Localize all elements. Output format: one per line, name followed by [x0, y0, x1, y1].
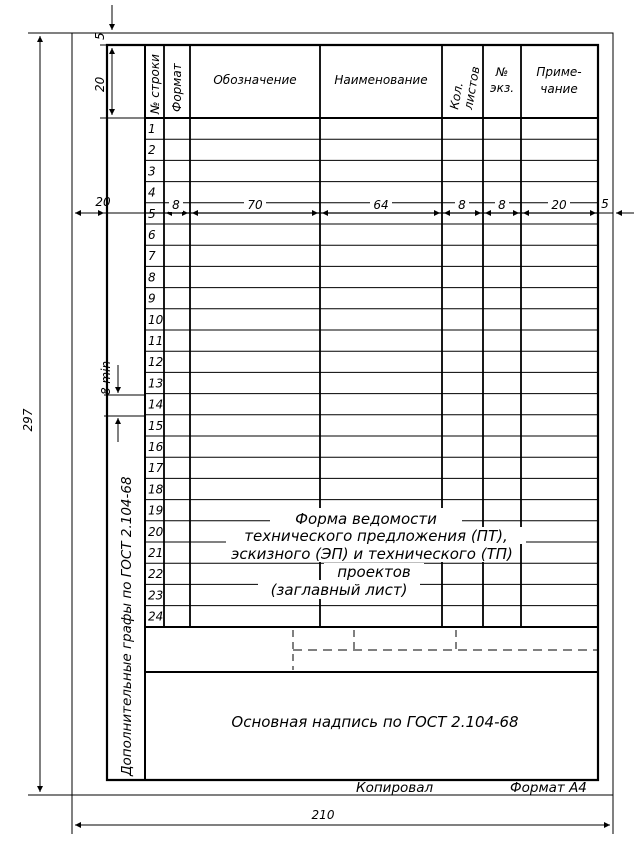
column-dim-label: 70: [247, 198, 263, 212]
row-number: 1: [148, 122, 156, 136]
extra-zone: [145, 630, 598, 672]
row-number: 14: [148, 397, 164, 412]
row-number: 22: [148, 567, 164, 582]
row-number: 16: [148, 440, 164, 454]
header-format: Формат: [170, 63, 184, 112]
row-number: 7: [148, 249, 156, 264]
drawing-frame: [107, 45, 598, 780]
header-note-1: Приме-: [536, 65, 582, 79]
form-title-line-2: технического предложения (ПТ),: [244, 527, 508, 545]
header-sheets-1: Кол.: [447, 81, 466, 111]
form-title-line-5: (заглавный лист): [270, 581, 408, 599]
title-block-text: Основная надпись по ГОСТ 2.104-68: [231, 713, 519, 731]
form-title-line-4: проектов: [337, 563, 411, 581]
row-number: 15: [148, 418, 164, 433]
column-dimensions: [166, 198, 596, 213]
row-number: 20: [148, 524, 164, 539]
header-row-number: № строки: [148, 54, 162, 114]
form-title-line-3: эскизного (ЭП) и технического (ТП): [231, 545, 513, 563]
row-number: 23: [148, 588, 164, 603]
row-number: 11: [148, 334, 164, 348]
row-number: 3: [148, 164, 156, 179]
header-copy-1: №: [495, 65, 509, 79]
row-number: 9: [148, 291, 156, 306]
row-number: 4: [148, 185, 156, 200]
row-number: 21: [148, 546, 164, 560]
dim-left-margin: 20: [95, 195, 111, 209]
column-dim-label: 8: [458, 198, 466, 212]
dim-sheet-width: 210: [311, 808, 335, 822]
side-label: Дополнительные графы по ГОСТ 2.104-68: [119, 476, 135, 776]
header-copy-2: экз.: [489, 81, 515, 95]
row-number: 8: [148, 270, 156, 285]
form-title-line-1: Форма ведомости: [295, 510, 437, 528]
header-name: Наименование: [334, 73, 428, 87]
column-dim-label: 20: [551, 198, 567, 212]
row-number: 5: [148, 206, 156, 221]
form-title: [224, 508, 526, 599]
dim-right-margin: 5: [601, 197, 609, 211]
header-sheets-2: листов: [461, 65, 483, 111]
footer-format: Формат А4: [510, 780, 587, 796]
dim-header-height: 20: [93, 76, 107, 92]
row-number: 12: [148, 355, 164, 370]
row-number: 2: [148, 143, 156, 158]
row-number: 10: [148, 312, 164, 327]
dim-top-margin: 5: [93, 32, 107, 40]
column-dim-label: 8: [498, 198, 506, 212]
footer-copied: Копировал: [356, 780, 434, 796]
column-dim-label: 64: [373, 198, 389, 212]
dim-row-height: 8 min: [99, 360, 113, 396]
row-number: 24: [148, 609, 164, 624]
row-number: 18: [148, 482, 164, 497]
header-note-2: чание: [540, 82, 578, 96]
row-number: 17: [148, 461, 164, 476]
row-number: 6: [148, 228, 156, 242]
dim-sheet-height: 297: [21, 408, 35, 432]
table-header: [148, 54, 582, 115]
header-designation: Обозначение: [213, 73, 297, 87]
row-number: 19: [148, 503, 164, 518]
row-number: 13: [148, 376, 164, 391]
column-dim-label: 8: [172, 198, 180, 212]
